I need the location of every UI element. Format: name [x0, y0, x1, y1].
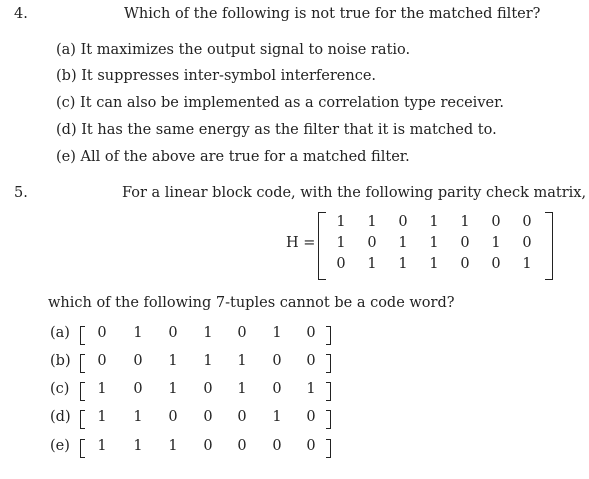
question-5-number: 5. — [14, 185, 28, 201]
vector-cell: 1 — [168, 438, 178, 454]
vector-cell: 1 — [168, 381, 178, 397]
option-label: (e) — [50, 438, 70, 454]
vector-cell: 1 — [272, 325, 282, 341]
matrix-cell: 1 — [429, 214, 439, 230]
vector-left-bracket — [80, 354, 85, 373]
vector-cell: 0 — [237, 438, 247, 454]
matrix-cell: 0 — [491, 256, 501, 272]
vector-cell: 0 — [203, 438, 213, 454]
vector-right-bracket — [326, 439, 331, 458]
matrix-cell: 0 — [460, 256, 470, 272]
vector-cell: 0 — [168, 325, 178, 341]
matrix-cell: 1 — [367, 256, 377, 272]
vector-cell: 1 — [237, 353, 247, 369]
vector-cell: 1 — [237, 381, 247, 397]
vector-right-bracket — [326, 410, 331, 429]
vector-cell: 0 — [237, 325, 247, 341]
question-4-option-d: (d) It has the same energy as the filter that it is matched to. — [56, 122, 497, 138]
matrix-cell: 0 — [398, 214, 408, 230]
matrix-cell: 1 — [491, 235, 501, 251]
matrix-cell: 1 — [336, 214, 346, 230]
matrix-cell: 1 — [398, 235, 408, 251]
vector-cell: 0 — [203, 381, 213, 397]
vector-cell: 1 — [203, 353, 213, 369]
vector-cell: 1 — [133, 438, 143, 454]
vector-cell: 1 — [133, 325, 143, 341]
matrix-cell: 1 — [429, 256, 439, 272]
matrix-cell: 0 — [336, 256, 346, 272]
matrix-cell: 0 — [367, 235, 377, 251]
vector-cell: 0 — [306, 409, 316, 425]
vector-cell: 1 — [306, 381, 316, 397]
question-4-number: 4. — [14, 6, 28, 22]
matrix-cell: 1 — [460, 214, 470, 230]
matrix-cell: 0 — [491, 214, 501, 230]
question-4-text: Which of the following is not true for the matched filter? — [124, 6, 541, 22]
matrix-cell: 1 — [336, 235, 346, 251]
vector-cell: 0 — [133, 353, 143, 369]
vector-cell: 0 — [306, 325, 316, 341]
matrix-right-bracket — [545, 212, 553, 280]
vector-cell: 1 — [133, 409, 143, 425]
vector-right-bracket — [326, 326, 331, 345]
vector-right-bracket — [326, 382, 331, 401]
vector-cell: 0 — [168, 409, 178, 425]
vector-cell: 0 — [272, 438, 282, 454]
vector-cell: 1 — [168, 353, 178, 369]
vector-cell: 0 — [272, 381, 282, 397]
question-4-option-b: (b) It suppresses inter-symbol interference. — [56, 68, 377, 84]
matrix-cell: 1 — [398, 256, 408, 272]
matrix-cell: 0 — [522, 235, 532, 251]
matrix-cell: 1 — [367, 214, 377, 230]
vector-left-bracket — [80, 326, 85, 345]
matrix-cell: 0 — [522, 214, 532, 230]
question-5-intro: For a linear block code, with the following parity check matrix, — [122, 185, 587, 201]
vector-cell: 1 — [272, 409, 282, 425]
question-4-option-e: (e) All of the above are true for a matched filter. — [56, 149, 410, 165]
vector-cell: 0 — [237, 409, 247, 425]
matrix-left-bracket — [318, 212, 326, 280]
vector-right-bracket — [326, 354, 331, 373]
vector-cell: 1 — [97, 409, 107, 425]
matrix-cell: 1 — [429, 235, 439, 251]
vector-left-bracket — [80, 439, 85, 458]
option-label: (a) — [50, 325, 70, 341]
matrix-cell: 0 — [460, 235, 470, 251]
vector-cell: 0 — [133, 381, 143, 397]
vector-cell: 0 — [272, 353, 282, 369]
vector-cell: 0 — [306, 438, 316, 454]
vector-cell: 1 — [97, 381, 107, 397]
vector-cell: 0 — [306, 353, 316, 369]
question-5-prompt: which of the following 7-tuples cannot be a code word? — [48, 295, 455, 311]
option-label: (b) — [50, 353, 71, 369]
matrix-cell: 1 — [522, 256, 532, 272]
option-label: (d) — [50, 409, 71, 425]
vector-cell: 0 — [97, 353, 107, 369]
matrix-label: H = — [286, 235, 316, 251]
vector-cell: 1 — [97, 438, 107, 454]
vector-cell: 0 — [203, 409, 213, 425]
vector-left-bracket — [80, 382, 85, 401]
vector-cell: 1 — [203, 325, 213, 341]
vector-cell: 0 — [97, 325, 107, 341]
question-4-option-c: (c) It can also be implemented as a correlation type receiver. — [56, 95, 505, 111]
option-label: (c) — [50, 381, 70, 397]
vector-left-bracket — [80, 410, 85, 429]
question-4-option-a: (a) It maximizes the output signal to noise ratio. — [56, 42, 411, 58]
